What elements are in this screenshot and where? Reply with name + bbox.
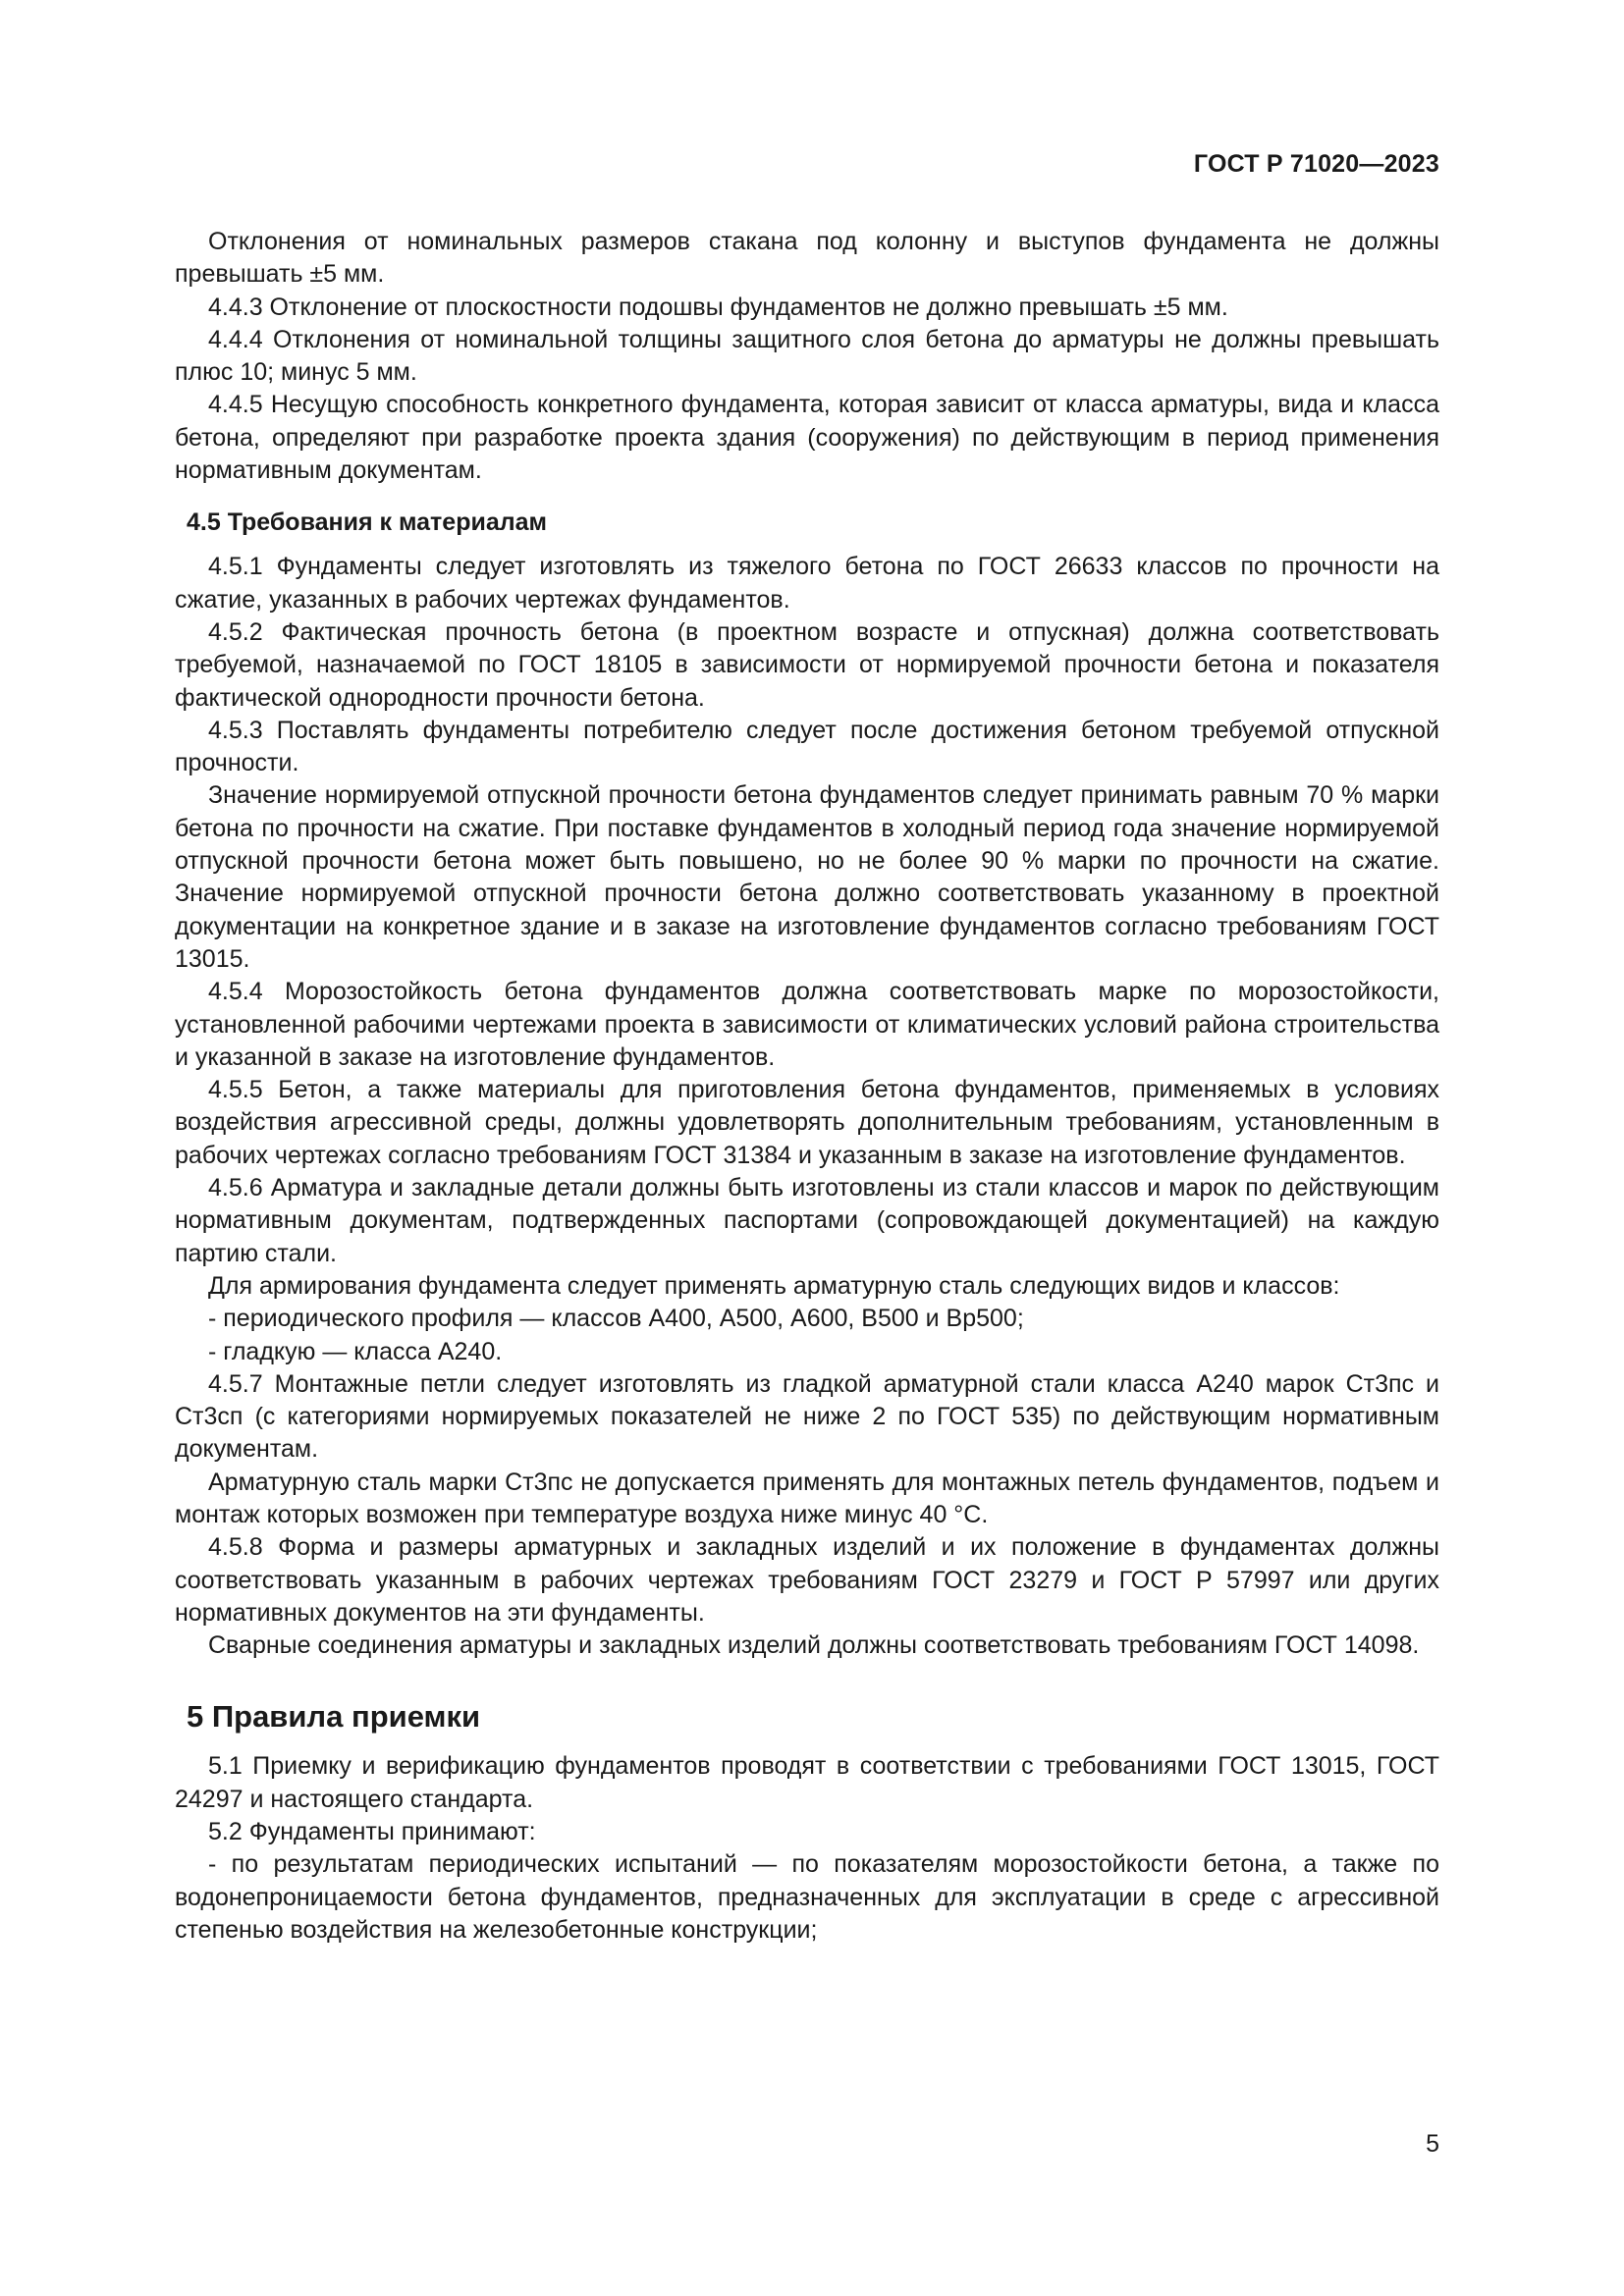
list-item: - гладкую — класса А240. [208, 1337, 503, 1365]
paragraph: 4.4.3 Отклонение от плоскостности подошвы фундаментов не должно превышать ±5 мм. [208, 293, 1228, 321]
paragraph: Отклонения от номинальных размеров стакана под колонну и выступов фундамента не должны превышать ±5 мм. [175, 228, 1439, 289]
list-item: - периодического профиля — классов А400, А500, А600, В500 и Вр500; [208, 1305, 1024, 1333]
paragraph: Значение нормируемой отпускной прочности бетона фундаментов следует принимать равным 70 % марки бетона по прочности на сжатие. При поставке фундаментов в холодный период года значение нормируемой отпускной прочности бетона может быть повышено, но не более 90 % марки по прочности на сжатие. Значение нормируемой отпускной прочности бетона должно соответствовать указанному в проектной документации на конкретное здание и в заказе на изготовление фундаментов согласно требованиям ГОСТ 13015. [175, 781, 1439, 973]
paragraph: 4.5.5 Бетон, а также материалы для приготовления бетона фундаментов, применяемых в условиях воздействия агрессивной среды, должны удовлетворять дополнительным требованиям, установленным в рабочих чертежах согласно требованиям ГОСТ 31384 и указанным в заказе на изготовление фундаментов. [175, 1076, 1439, 1169]
paragraph: 5.1 Приемку и верификацию фундаментов проводят в соответствии с требованиями ГОСТ 13015, ГОСТ 24297 и настоящего стандарта. [175, 1752, 1439, 1813]
paragraph: 4.4.5 Несущую способность конкретного фундамента, которая зависит от класса арматуры, вида и класса бетона, определяют при разработке проекта здания (сооружения) по действующим в период применения нормативным документам. [175, 391, 1439, 485]
paragraph: 5.2 Фундаменты принимают: [208, 1818, 536, 1846]
page-number: 5 [1426, 2130, 1439, 2158]
paragraph: 4.5.3 Поставлять фундаменты потребителю следует после достижения бетоном требуемой отпускной прочности. [175, 716, 1439, 777]
paragraph: Для армирования фундамента следует применять арматурную сталь следующих видов и классов: [208, 1271, 1340, 1300]
document-body [175, 226, 1439, 1947]
document-code-header: ГОСТ Р 71020—2023 [1193, 150, 1439, 178]
list-item: - по результатам периодических испытаний — по показателям морозостойкости бетона, а также по водонепроницаемости бетона фундаментов, предназначенных для эксплуатации в среде с агрессивной степенью воздействия на железобетонные конструкции; [175, 1850, 1439, 1944]
paragraph: 4.5.2 Фактическая прочность бетона (в проектном возрасте и отпускная) должна соответствовать требуемой, назначаемой по ГОСТ 18105 в зависимости от нормируемой прочности бетона и показателя фактической однородности прочности бетона. [175, 617, 1439, 712]
paragraph: 4.5.6 Арматура и закладные детали должны быть изготовлены из стали классов и марок по действующим нормативным документам, подтвержденных паспортами (сопровождающей документацией) на каждую партию стали. [175, 1174, 1439, 1267]
section-heading-4-5: 4.5 Требования к материалам [187, 508, 548, 537]
paragraph: Арматурную сталь марки Ст3пс не допускается применять для монтажных петель фундаментов, подъем и монтаж которых возможен при температуре воздуха ниже минус 40 °С. [175, 1468, 1439, 1528]
paragraph: 4.5.1 Фундаменты следует изготовлять из тяжелого бетона по ГОСТ 26633 классов по прочности на сжатие, указанных в рабочих чертежах фундаментов. [175, 553, 1439, 614]
paragraph: 4.5.7 Монтажные петли следует изготовлять из гладкой арматурной стали класса А240 марок Ст3пс и Ст3сп (с категориями нормируемых показателей не ниже 2 по ГОСТ 535) по действующим нормативным документам. [175, 1369, 1439, 1464]
section-heading-5: 5 Правила приемки [187, 1699, 481, 1735]
paragraph: Сварные соединения арматуры и закладных изделий должны соответствовать требованиям ГОСТ 14098. [208, 1631, 1420, 1660]
paragraph: 4.5.4 Морозостойкость бетона фундаментов должна соответствовать марке по морозостойкости, установленной рабочими чертежами проекта в зависимости от климатических условий района строительства и указанной в заказе на изготовление фундаментов. [175, 978, 1439, 1071]
paragraph: 4.4.4 Отклонения от номинальной толщины защитного слоя бетона до арматуры не должны превышать плюс 10; минус 5 мм. [175, 325, 1439, 387]
paragraph: 4.5.8 Форма и размеры арматурных и закладных изделий и их положение в фундаментах должны соответствовать указанным в рабочих чертежах требованиям ГОСТ 23279 и ГОСТ Р 57997 или других нормативных документов на эти фундаменты. [175, 1533, 1439, 1627]
